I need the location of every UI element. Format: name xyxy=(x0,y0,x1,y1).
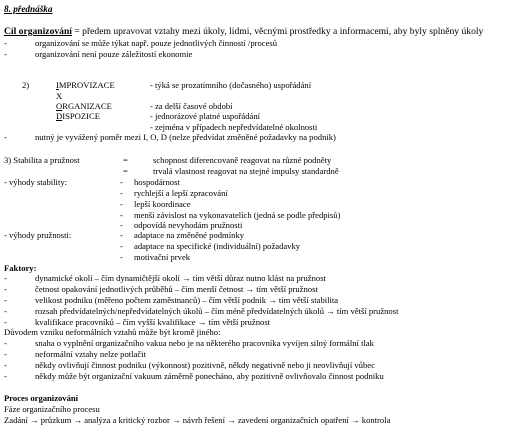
organizace-desc: - za delší časové období xyxy=(150,101,233,111)
pruz-item: - adaptace na specifické (individuální) požadavky xyxy=(120,241,301,251)
sec3-eq-2: = xyxy=(123,166,128,176)
dispozice-desc-2: - zejména v případech nepředvídatelné okolnosti xyxy=(150,122,318,132)
sec2-note: - nutný je vyvážený poměr mezi I, O, D (nelze předvídat změněné požadavky na podnik) xyxy=(4,132,336,142)
faktor-item: - četnost opakování jednotlivých průběhů – čím menší četnost → tím větší pružnost xyxy=(4,284,318,294)
dispozice-desc-1: - jednorázové platné uspořádání xyxy=(150,111,261,121)
sec3-def-1: schopnost diferencovaně reagovat na různé podněty xyxy=(153,155,332,165)
pruznost-label: - výhody pružnosti: xyxy=(4,230,72,240)
duvod-item: - někdy může být organizační vakuum záměrně ponecháno, aby pozitivně ovlivňovalo činnost podniku xyxy=(4,371,384,381)
cil-bullet-2: - organizování není pouze záležitostí ekonomie xyxy=(4,49,193,59)
duvodem-heading: Důvodem vzniku neformálních vztahů může být kromě jiného: xyxy=(4,327,221,337)
stab-item: - menší závislost na vykonavatelích (jedná se podle předpisů) xyxy=(120,210,341,220)
pruz-item: - adaptace na změněné podmínky xyxy=(120,230,244,240)
cil-definition xyxy=(4,27,483,37)
proces-label: Proces organizování xyxy=(4,393,79,403)
faktor-item: - velikost podniku (měřeno počtem zaměstnanců) – čím větší podnik → tím větší stabilita xyxy=(4,295,339,305)
proces-steps: Zadání → průzkum → analýza a kritický rozbor → návrh řešení → zavedení organizačních opatření → kontrola xyxy=(4,415,391,425)
cil-bullet-1: - organizování se může týkat např. pouze jednotlivých činností /procesů xyxy=(4,38,278,48)
sec3-eq-1: = xyxy=(123,155,128,165)
faktor-item: - dynamické okolí – čím dynamičtější okolí → tím větší důraz nutno klást na pružnost xyxy=(4,273,326,283)
duvod-item: - snaha o vyplnění organizačního vakua nebo je na některého pracovníka vyvíjen silný formální tlak xyxy=(4,338,374,348)
stab-item: - odpovídá nevyhodám pružnosti xyxy=(120,220,243,230)
page-title: 8. přednáška xyxy=(4,4,53,14)
dispozice-term: DISPOZICE xyxy=(56,111,100,121)
sec3-def-2: trvalá vlastnost reagovat na stejné impulsy standardně xyxy=(153,166,339,176)
faktory-label: Faktory: xyxy=(4,263,37,273)
stab-item: - hospodárnost xyxy=(120,177,180,187)
organizace-term: ORGANIZACE xyxy=(56,101,112,111)
faktor-item: - rozsah předvídatelných/nepředvídatelných úkolů – čím méně předvídatelných úkolů → tím větší pružnost xyxy=(4,306,399,316)
duvod-item: - neformální vztahy nelze potlačit xyxy=(4,349,146,359)
improvizace-desc: - týká se prozatímního (dočasného) uspořádání xyxy=(150,80,312,90)
duvod-item: - někdy ovlivňují činnost podniku (výkonnost) pozitivně, někdy negativně nebo ji neovlivňují vůbec xyxy=(4,360,375,370)
faktor-item: - kvalifikace pracovníků – čím vyšší kvalifikace → tím větší pružnost xyxy=(4,317,271,327)
stabilita-label: - výhody stability: xyxy=(4,177,68,187)
sec3-label: 3) Stabilita a pružnost xyxy=(4,155,80,165)
faze-label: Fáze organizačního procesu xyxy=(4,404,100,414)
improvizace-term: IMPROVIZACE xyxy=(56,80,115,90)
cil-label: Cíl organizování xyxy=(4,26,72,37)
pruz-item: - motivační prvek xyxy=(120,252,191,262)
sec2-x: X xyxy=(56,91,63,101)
stab-item: - rychlejší a lepší zpracování xyxy=(120,188,228,198)
sec2-number: 2) xyxy=(22,80,30,90)
cil-text: = předem upravovat vztahy mezi úkoly, lidmi, věcnými prostředky a informacemi, aby byly splněny úkoly xyxy=(71,26,484,37)
stab-item: - lepší koordinace xyxy=(120,199,191,209)
